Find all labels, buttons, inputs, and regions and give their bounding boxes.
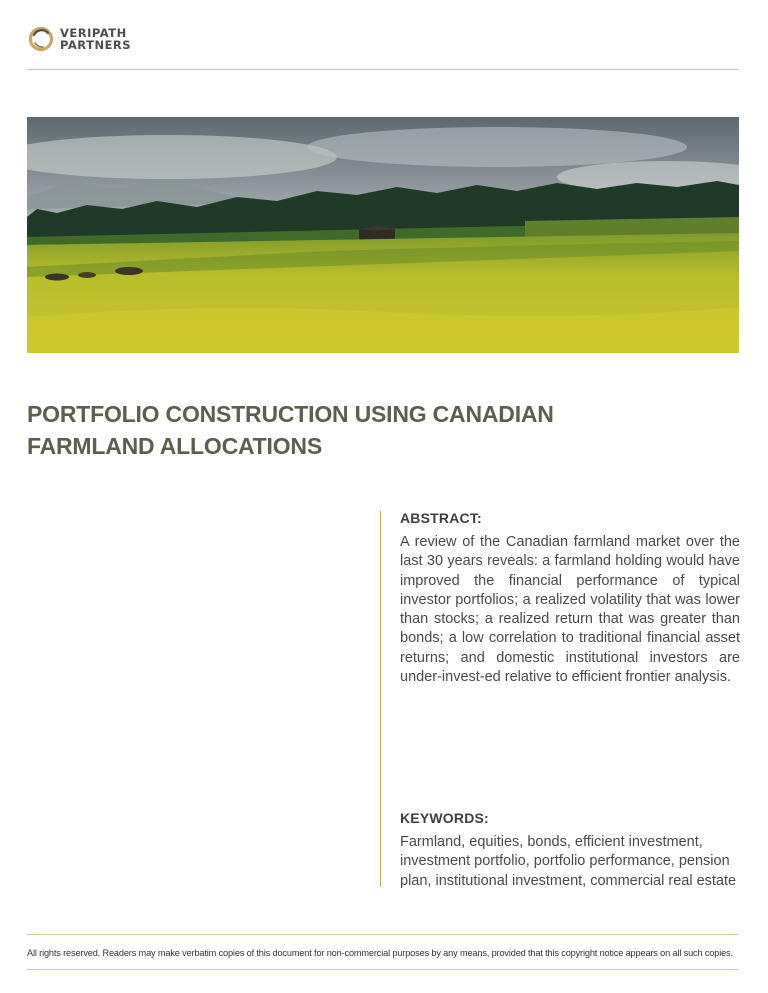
header-divider	[27, 69, 739, 70]
keywords-body: Farmland, equities, bonds, efficient investment, investment portfolio, portfolio performance, pension plan, institutional investment, commercial real estate	[400, 834, 737, 889]
abstract-body: A review of the Canadian farmland market over the last 30 years reveals: a farmland holding would have improved the financial performance of typical investor portfolios; a realized volatility that was lower than stocks; a realized return that was greater than bonds; a low correlation to traditional financial asset returns; and domestic institutional investors are under-invest-ed relative to efficient frontier analysis.	[400, 534, 740, 686]
brand-name-line2: PARTNERS	[60, 38, 132, 52]
keywords-heading: KEYWORDS:	[400, 810, 489, 826]
title-line-2: FARMLAND ALLOCATIONS	[27, 433, 322, 459]
brand-name	[60, 27, 131, 51]
footer-divider-top	[27, 934, 739, 935]
title-line-1: PORTFOLIO CONSTRUCTION USING CANADIAN	[27, 401, 554, 427]
veripath-logo-icon	[28, 26, 54, 52]
farmland-photo	[27, 117, 739, 353]
document-title	[27, 398, 627, 462]
footer-divider-bottom	[27, 969, 739, 970]
brand-name-line1: VERIPATH	[60, 26, 127, 40]
abstract-heading: ABSTRACT:	[400, 510, 482, 526]
copyright-notice: All rights reserved. Readers may make verbatim copies of this document for non-commercial purposes by any means, provided that this copyright notice appears on all such copies.	[27, 948, 733, 958]
brand-logo	[28, 26, 131, 52]
abstract-accent-bar	[380, 511, 381, 887]
